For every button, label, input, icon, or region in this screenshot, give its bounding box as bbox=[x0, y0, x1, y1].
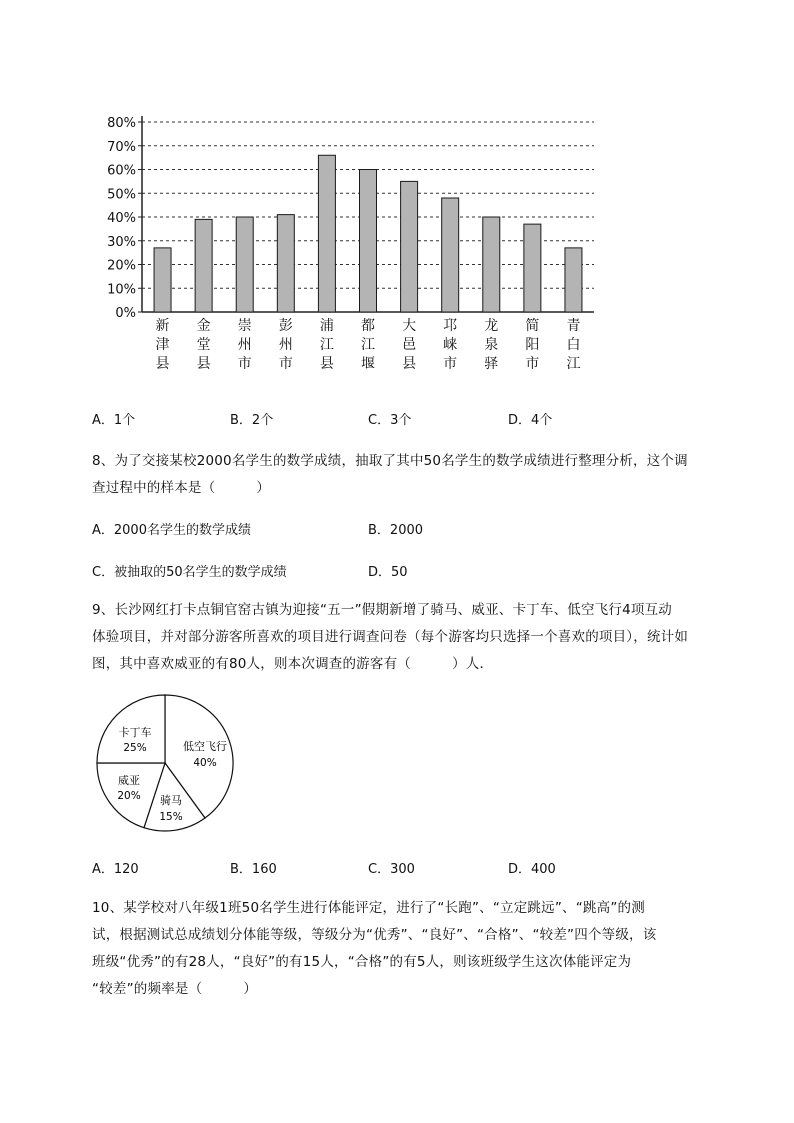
bar bbox=[565, 248, 582, 312]
bar-chart bbox=[0, 0, 794, 380]
q9-line-2: 体验项目，并对部分游客所喜欢的项目进行调查问卷（每个游客均只选择一个喜欢的项目），统计如 bbox=[92, 629, 689, 645]
pie-percent-low-altitude: 40% bbox=[193, 757, 217, 769]
pie-percent-zipline: 20% bbox=[117, 790, 141, 802]
q8-line-2: 查过程中的样本是（ ） bbox=[92, 480, 271, 496]
y-tick-label: 0% bbox=[115, 306, 136, 321]
bar bbox=[483, 217, 500, 312]
bar bbox=[195, 219, 212, 312]
q10-line-4: “较差”的频率是（ ） bbox=[92, 981, 258, 997]
q8-question bbox=[92, 448, 688, 502]
q7-option-b[interactable]: B．2个 bbox=[230, 413, 274, 428]
q9-line-3: 图，其中喜欢威亚的有80人，则本次调查的游客有（ ）人． bbox=[92, 656, 494, 672]
q8-option-b[interactable]: B．2000 bbox=[368, 523, 424, 538]
x-tick-label: 崇州市 bbox=[237, 318, 252, 372]
y-tick-label: 20% bbox=[107, 258, 136, 274]
x-tick-label: 新津县 bbox=[155, 318, 170, 372]
x-tick-label: 都江堰 bbox=[361, 318, 375, 372]
pie-label-horse: 骑马 bbox=[160, 794, 182, 807]
q7-option-a[interactable]: A．1个 bbox=[92, 413, 136, 428]
q9-option-d[interactable]: D．400 bbox=[508, 862, 556, 877]
y-tick-label: 40% bbox=[107, 211, 136, 226]
x-tick-label: 大邑县 bbox=[402, 318, 417, 372]
q10-line-1: 10、某学校对八年级1班50名学生进行体能评定，进行了“长跑”、“立定跳远”、“跳高”的测 bbox=[92, 900, 645, 916]
y-tick-label: 60% bbox=[107, 163, 136, 179]
q8-option-d[interactable]: D．50 bbox=[368, 565, 408, 580]
y-tick-label: 50% bbox=[107, 187, 136, 203]
bar bbox=[154, 248, 171, 312]
x-tick-label: 金堂县 bbox=[196, 318, 211, 372]
bar bbox=[360, 170, 377, 313]
q9-option-c[interactable]: C．300 bbox=[368, 862, 415, 877]
q8-option-c[interactable]: C．被抽取的50名学生的数学成绩 bbox=[92, 565, 287, 580]
bar bbox=[524, 224, 541, 312]
y-tick-label: 10% bbox=[107, 282, 136, 298]
pie-label-kart: 卡丁车 bbox=[118, 726, 152, 739]
q9-question bbox=[92, 597, 688, 678]
q9-line-1: 9、长沙网红打卡点铜官窑古镇为迎接“五一”假期新增了骑马、威亚、卡丁车、低空飞行4项互动 bbox=[92, 602, 672, 618]
bar bbox=[236, 217, 253, 312]
pie-percent-kart: 25% bbox=[123, 742, 147, 754]
q10-line-3: 班级“优秀”的有28人，“良好”的有15人，“合格”的有5人，则该班级学生这次体能评定为 bbox=[92, 954, 632, 970]
q9-option-b[interactable]: B．160 bbox=[230, 862, 277, 877]
bar bbox=[442, 198, 459, 312]
q7-option-c[interactable]: C．3个 bbox=[368, 413, 412, 428]
q9-option-a[interactable]: A．120 bbox=[92, 862, 139, 877]
q10-question bbox=[92, 895, 656, 1003]
bar bbox=[277, 215, 294, 312]
pie-label-zipline: 威亚 bbox=[118, 774, 140, 787]
x-tick-label: 青白江 bbox=[566, 318, 581, 372]
pie-chart bbox=[90, 690, 250, 840]
x-tick-label: 简阳市 bbox=[525, 318, 540, 372]
x-tick-label: 邛崃市 bbox=[443, 318, 458, 372]
q8-option-a[interactable]: A．2000名学生的数学成绩 bbox=[92, 523, 251, 538]
x-tick-label: 彭州市 bbox=[278, 318, 293, 372]
pie-label-low-altitude: 低空飞行 bbox=[183, 740, 227, 753]
x-tick-label: 龙泉驿 bbox=[484, 318, 499, 372]
y-tick-label: 70% bbox=[107, 139, 136, 155]
q7-option-d[interactable]: D．4个 bbox=[508, 413, 553, 428]
q8-line-1: 8、为了交接某校2000名学生的数学成绩，抽取了其中50名学生的数学成绩进行整理分析，这个调 bbox=[92, 453, 688, 469]
y-tick-label: 30% bbox=[107, 234, 136, 250]
y-tick-label: 80% bbox=[107, 116, 136, 131]
bar bbox=[318, 155, 335, 312]
pie-percent-horse: 15% bbox=[159, 811, 183, 823]
bar bbox=[401, 181, 418, 312]
q10-line-2: 试，根据测试总成绩划分体能等级，等级分为“优秀”、“良好”、“合格”、“较差”四个等级，该 bbox=[92, 927, 657, 943]
x-tick-label: 浦江县 bbox=[319, 318, 334, 372]
